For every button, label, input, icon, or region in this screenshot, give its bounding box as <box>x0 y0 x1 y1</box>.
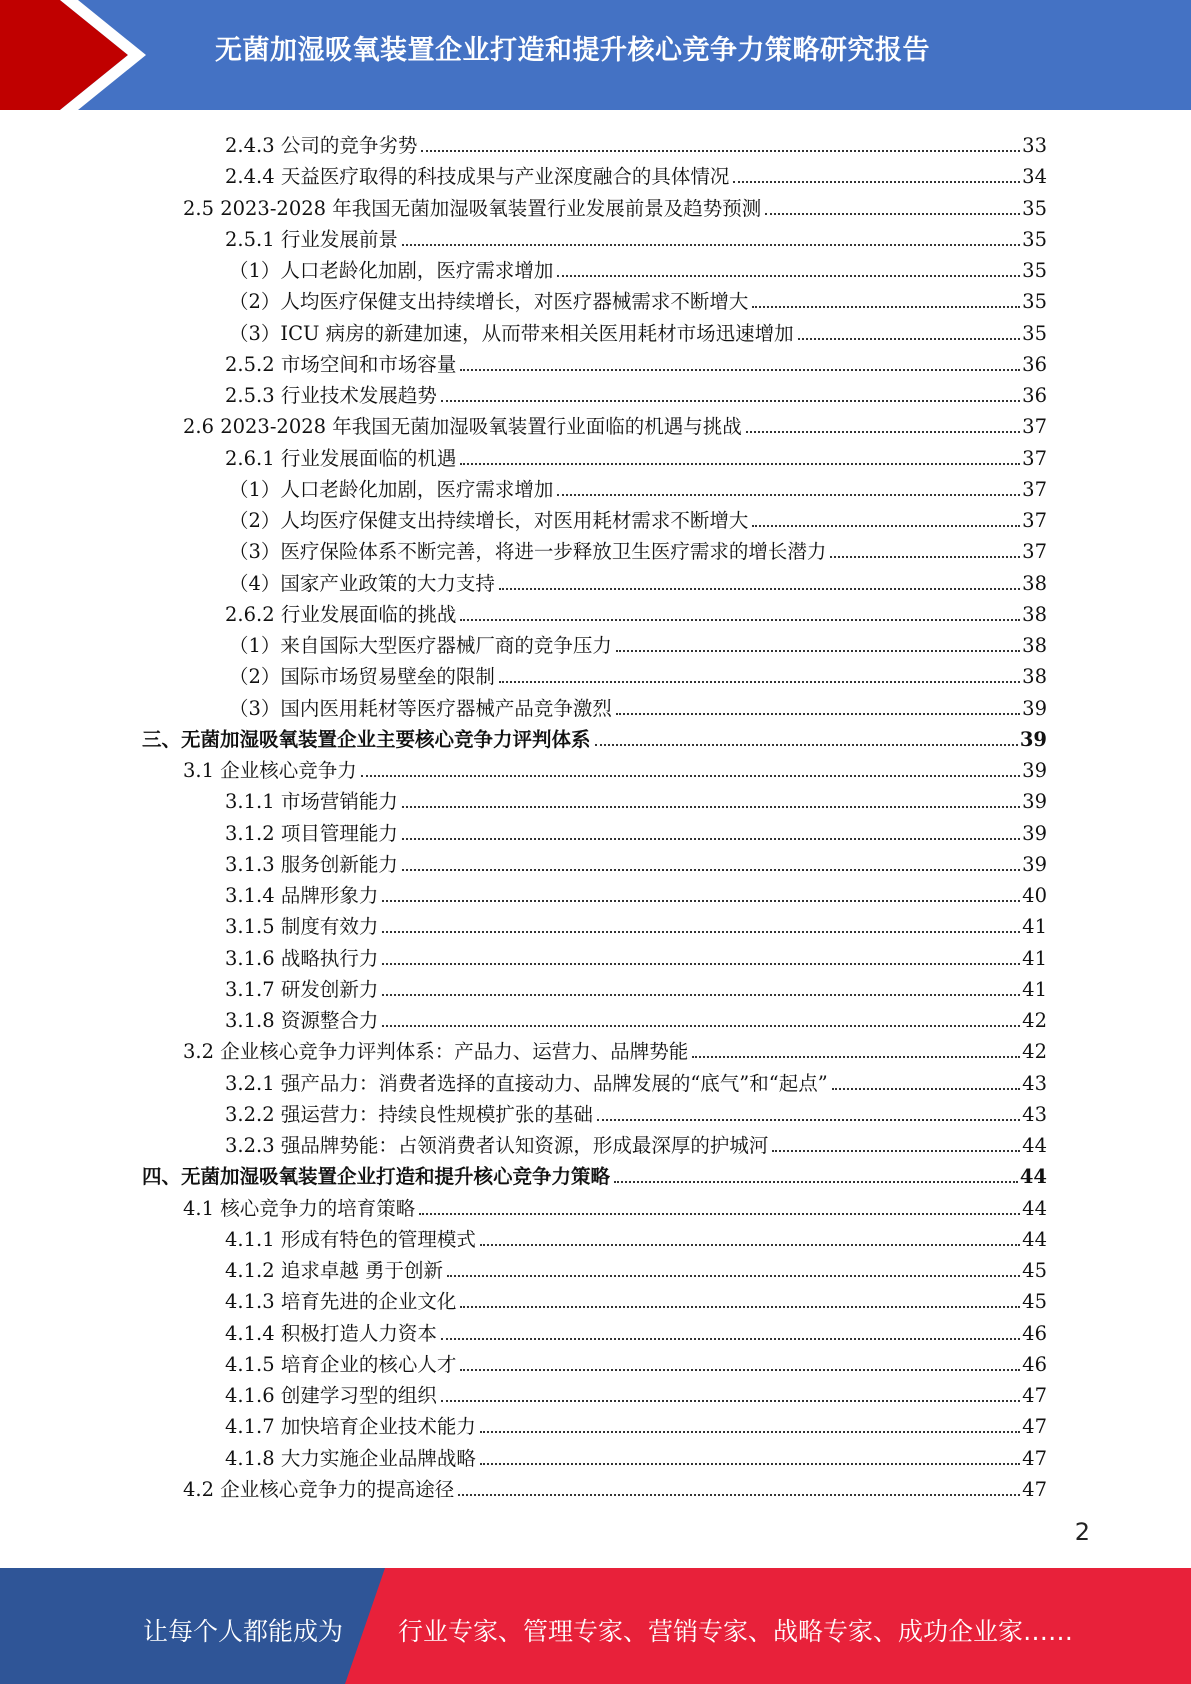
toc-entry-title: 3.1.3 服务创新能力 <box>225 852 398 876</box>
toc-dot-leader <box>557 494 1020 496</box>
toc-entry[interactable] <box>183 408 1047 439</box>
toc-entry-title: 3.2 企业核心竞争力评判体系：产品力、运营力、品牌势能 <box>183 1040 689 1064</box>
toc-dot-leader <box>402 806 1020 808</box>
toc-entry[interactable] <box>225 815 1047 846</box>
toc-entry-page: 37 <box>1022 540 1047 564</box>
toc-entry[interactable] <box>229 502 1047 533</box>
toc-entry[interactable] <box>229 533 1047 564</box>
toc-entry-title: 4.1 核心竞争力的培育策略 <box>183 1196 416 1220</box>
toc-entry-page: 45 <box>1022 1290 1047 1314</box>
toc-entry-page: 46 <box>1022 1321 1047 1345</box>
toc-dot-leader <box>752 306 1020 308</box>
toc-entry[interactable] <box>142 1158 1047 1189</box>
toc-dot-leader <box>460 1306 1020 1308</box>
toc-entry[interactable] <box>183 1471 1047 1502</box>
toc-entry[interactable] <box>225 440 1047 471</box>
toc-entry-title: 4.2 企业核心竞争力的提高途径 <box>183 1477 455 1501</box>
toc-entry[interactable] <box>229 690 1047 721</box>
toc-entry-page: 44 <box>1019 1165 1047 1189</box>
toc-dot-leader <box>441 1338 1020 1340</box>
toc-entry-page: 38 <box>1022 571 1047 595</box>
toc-entry-title: 3.1.7 研发创新力 <box>225 977 379 1001</box>
toc-dot-leader <box>382 963 1020 965</box>
toc-entry-page: 39 <box>1022 696 1047 720</box>
toc-entry-title: 2.6.1 行业发展面临的机遇 <box>225 446 457 470</box>
toc-entry-title: 3.1.1 市场营销能力 <box>225 790 398 814</box>
toc-entry[interactable] <box>229 252 1047 283</box>
toc-entry-title: 3.2.1 强产品力：消费者选择的直接动力、品牌发展的“底气”和“起点” <box>225 1071 828 1095</box>
toc-dot-leader <box>460 369 1020 371</box>
toc-entry-page: 39 <box>1022 759 1047 782</box>
toc-entry[interactable] <box>225 940 1047 971</box>
toc-dot-leader <box>595 744 1018 746</box>
toc-dot-leader <box>382 900 1020 902</box>
toc-dot-leader <box>597 1119 1020 1121</box>
toc-entry-title: 4.1.6 创建学习型的组织 <box>225 1384 437 1407</box>
toc-entry-title: 4.1.4 积极打造人力资本 <box>225 1321 437 1345</box>
toc-entry-title: （3）ICU 病房的新建加速，从而带来相关医用耗材市场迅速增加 <box>229 321 794 345</box>
toc-entry-title: （2）人均医疗保健支出持续增长，对医疗器械需求不断增大 <box>229 290 749 314</box>
toc-entry-title: （3）国内医用耗材等医疗器械产品竞争激烈 <box>229 696 612 720</box>
toc-entry[interactable] <box>225 1283 1047 1314</box>
toc-dot-leader <box>798 338 1021 340</box>
toc-dot-leader <box>460 1369 1020 1371</box>
toc-entry[interactable] <box>229 471 1047 502</box>
toc-entry-page: 39 <box>1022 790 1047 814</box>
toc-entry-title: 4.1.1 形成有特色的管理模式 <box>225 1227 476 1251</box>
toc-entry[interactable] <box>225 158 1047 189</box>
toc-entry-page: 44 <box>1022 1227 1047 1251</box>
toc-entry-title: 3.1.8 资源整合力 <box>225 1009 379 1032</box>
toc-entry-title: 2.6.2 行业发展面临的挑战 <box>225 602 457 626</box>
toc-dot-leader <box>499 681 1020 683</box>
toc-entry-page: 35 <box>1022 321 1047 345</box>
toc-entry-page: 37 <box>1022 509 1047 532</box>
toc-entry[interactable] <box>229 315 1047 346</box>
toc-entry-title: 2.5.3 行业技术发展趋势 <box>225 384 437 407</box>
toc-entry-title: （3）医疗保险体系不断完善，将进一步释放卫生医疗需求的增长潜力 <box>229 540 827 564</box>
toc-dot-leader <box>402 244 1020 246</box>
header-title: 无菌加湿吸氧装置企业打造和提升核心竞争力策略研究报告 <box>215 35 930 66</box>
toc-entry-title: 2.4.3 公司的竞争劣势 <box>225 134 418 157</box>
toc-dot-leader <box>765 213 1020 215</box>
toc-dot-leader <box>382 1025 1020 1027</box>
toc-entry[interactable] <box>225 1377 1047 1408</box>
toc-dot-leader <box>616 650 1020 652</box>
toc-entry-title: 3.1.2 项目管理能力 <box>225 821 398 845</box>
toc-entry-title: （2）人均医疗保健支出持续增长，对医用耗材需求不断增大 <box>229 509 749 532</box>
toc-entry-title: 三、无菌加湿吸氧装置企业主要核心竞争力评判体系 <box>142 727 591 751</box>
toc-dot-leader <box>557 275 1020 277</box>
toc-entry-page: 35 <box>1022 290 1047 314</box>
toc-entry-page: 43 <box>1022 1102 1047 1126</box>
toc-dot-leader <box>402 838 1020 840</box>
toc-entry-title: 3.2.2 强运营力：持续良性规模扩张的基础 <box>225 1102 593 1126</box>
toc-entry-title: （1）人口老龄化加剧，医疗需求增加 <box>229 477 554 501</box>
toc-entry-title: 3.1 企业核心竞争力 <box>183 759 357 782</box>
toc-entry[interactable] <box>229 565 1047 596</box>
toc-entry-page: 36 <box>1022 352 1047 376</box>
toc-dot-leader <box>614 1181 1018 1183</box>
toc-entry[interactable] <box>225 1346 1047 1377</box>
toc-entry-page: 41 <box>1022 915 1047 939</box>
toc-dot-leader <box>441 1400 1020 1402</box>
toc-entry[interactable] <box>183 752 1047 783</box>
toc-entry-page: 33 <box>1022 134 1047 157</box>
toc-dot-leader <box>499 588 1020 590</box>
toc-entry-page: 41 <box>1022 946 1047 970</box>
toc-dot-leader <box>460 463 1020 465</box>
toc-dot-leader <box>382 931 1020 933</box>
toc-entry-title: 4.1.5 培育企业的核心人才 <box>225 1352 457 1376</box>
toc-entry[interactable] <box>225 1065 1047 1096</box>
toc-entry[interactable] <box>225 1096 1047 1127</box>
toc-entry[interactable] <box>225 877 1047 908</box>
toc-entry[interactable] <box>229 627 1047 658</box>
toc-entry[interactable] <box>225 846 1047 877</box>
toc-entry-title: 2.4.4 天益医疗取得的科技成果与产业深度融合的具体情况 <box>225 165 730 189</box>
toc-entry-page: 45 <box>1022 1259 1047 1282</box>
toc-dot-leader <box>458 1494 1020 1496</box>
toc-entry[interactable] <box>225 1221 1047 1252</box>
toc-entry-title: 2.5.2 市场空间和市场容量 <box>225 352 457 376</box>
toc-dot-leader <box>480 1431 1020 1433</box>
toc-dot-leader <box>832 1088 1020 1090</box>
toc-entry[interactable] <box>225 221 1047 252</box>
toc-dot-leader <box>830 556 1020 558</box>
toc-entry-page: 38 <box>1022 634 1047 657</box>
toc-entry-page: 37 <box>1022 415 1047 439</box>
toc-dot-leader <box>752 525 1020 527</box>
toc-entry-page: 44 <box>1022 1134 1047 1157</box>
toc-entry[interactable] <box>183 1190 1047 1221</box>
toc-entry[interactable] <box>225 1440 1047 1471</box>
toc-entry-page: 46 <box>1022 1352 1047 1376</box>
toc-entry-page: 38 <box>1022 602 1047 626</box>
toc-dot-leader <box>616 713 1020 715</box>
toc-entry-page: 47 <box>1022 1384 1047 1407</box>
toc-dot-leader <box>402 869 1020 871</box>
toc-entry[interactable] <box>225 377 1047 408</box>
toc-dot-leader <box>772 1150 1020 1152</box>
toc-entry-page: 43 <box>1022 1071 1047 1095</box>
toc-entry-title: 2.5 2023-2028 年我国无菌加湿吸氧装置行业发展前景及趋势预测 <box>183 196 762 220</box>
toc-entry-page: 37 <box>1022 477 1047 501</box>
toc-entry-page: 35 <box>1022 227 1047 251</box>
toc-dot-leader <box>480 1463 1020 1465</box>
toc-dot-leader <box>692 1056 1020 1058</box>
toc-entry-page: 39 <box>1022 852 1047 876</box>
toc-entry-page: 35 <box>1022 259 1047 282</box>
toc-entry-page: 47 <box>1022 1477 1047 1501</box>
toc-entry-page: 41 <box>1022 977 1047 1001</box>
toc-entry[interactable] <box>225 127 1047 158</box>
toc-entry-page: 36 <box>1022 384 1047 407</box>
toc-entry[interactable] <box>225 971 1047 1002</box>
toc-entry-title: 3.1.5 制度有效力 <box>225 915 379 939</box>
toc-dot-leader <box>746 431 1020 433</box>
toc-dot-leader <box>419 1213 1020 1215</box>
toc-entry-page: 42 <box>1022 1009 1047 1032</box>
toc-entry-title: （4）国家产业政策的大力支持 <box>229 571 495 595</box>
toc-entry-title: 2.5.1 行业发展前景 <box>225 227 398 251</box>
page-footer <box>0 1568 1191 1684</box>
footer-slogan-right: 行业专家、管理专家、营销专家、战略专家、成功企业家…… <box>398 1617 1074 1646</box>
toc-entry-title: 2.6 2023-2028 年我国无菌加湿吸氧装置行业面临的机遇与挑战 <box>183 415 742 439</box>
toc-entry-title: （1）人口老龄化加剧，医疗需求增加 <box>229 259 554 282</box>
toc-entry-page: 37 <box>1022 446 1047 470</box>
toc-dot-leader <box>460 619 1020 621</box>
page-header <box>0 0 1191 110</box>
toc-entry-title: （1）来自国际大型医疗器械厂商的竞争压力 <box>229 634 612 657</box>
toc-entry[interactable] <box>225 1252 1047 1283</box>
toc-entry-page: 40 <box>1022 884 1047 907</box>
toc-entry[interactable] <box>225 783 1047 814</box>
toc-entry[interactable] <box>225 1315 1047 1346</box>
toc-entry[interactable] <box>225 1127 1047 1158</box>
toc-entry[interactable] <box>225 1408 1047 1439</box>
page-number: 2 <box>1074 1518 1090 1546</box>
toc-entry[interactable] <box>229 658 1047 689</box>
toc-dot-leader <box>382 994 1020 996</box>
toc-entry-page: 47 <box>1022 1415 1047 1439</box>
toc-dot-leader <box>421 150 1020 152</box>
toc-entry[interactable] <box>225 596 1047 627</box>
toc-entry-page: 42 <box>1022 1040 1047 1064</box>
toc-entry-page: 39 <box>1019 727 1047 751</box>
toc-dot-leader <box>441 400 1020 402</box>
toc-entry-title: （2）国际市场贸易壁垒的限制 <box>229 665 495 689</box>
toc-entry-title: 4.1.3 培育先进的企业文化 <box>225 1290 457 1314</box>
toc-dot-leader <box>733 181 1020 183</box>
toc-entry-title: 3.1.4 品牌形象力 <box>225 884 379 907</box>
toc-entry[interactable] <box>183 190 1047 221</box>
toc-entry[interactable] <box>183 1033 1047 1064</box>
toc-entry-page: 38 <box>1022 665 1047 689</box>
toc-entry[interactable] <box>225 346 1047 377</box>
toc-entry-title: 四、无菌加湿吸氧装置企业打造和提升核心竞争力策略 <box>142 1165 611 1189</box>
toc-dot-leader <box>361 775 1020 777</box>
toc-dot-leader <box>447 1275 1020 1277</box>
toc-entry-title: 4.1.8 大力实施企业品牌战略 <box>225 1446 476 1470</box>
toc-entry-page: 34 <box>1022 165 1047 189</box>
toc-entry-page: 47 <box>1022 1446 1047 1470</box>
toc-entry-page: 35 <box>1022 196 1047 220</box>
toc-entry-page: 39 <box>1022 821 1047 845</box>
toc-entry-title: 3.2.3 强品牌势能：占领消费者认知资源，形成最深厚的护城河 <box>225 1134 769 1157</box>
footer-slogan-left: 让每个人都能成为 <box>143 1617 344 1646</box>
toc-entry[interactable] <box>225 908 1047 939</box>
toc-dot-leader <box>480 1244 1020 1246</box>
toc-entry[interactable] <box>225 1002 1047 1033</box>
toc-entry[interactable] <box>229 283 1047 314</box>
toc-entry-title: 4.1.2 追求卓越 勇于创新 <box>225 1259 444 1282</box>
toc-entry[interactable] <box>142 721 1047 752</box>
toc-entry-title: 4.1.7 加快培育企业技术能力 <box>225 1415 476 1439</box>
toc-entry-title: 3.1.6 战略执行力 <box>225 946 379 970</box>
toc-entry-page: 44 <box>1022 1196 1047 1220</box>
